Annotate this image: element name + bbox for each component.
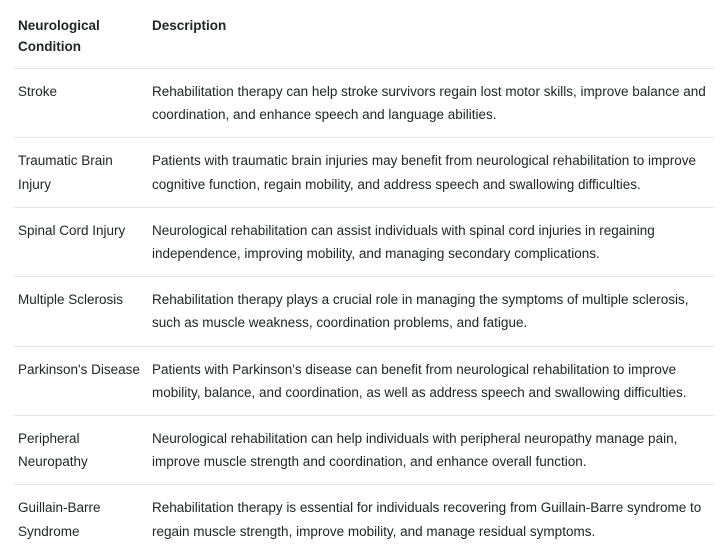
table-row xyxy=(14,68,714,137)
cell-description: Rehabilitation therapy can help stroke survivors regain lost motor skills, improve balance and coordination, and enhance speech and language abilities. xyxy=(148,68,714,137)
neurological-conditions-table xyxy=(14,10,714,554)
table-row xyxy=(14,277,714,346)
cell-condition: Guillain-Barre Syndrome xyxy=(14,485,148,554)
column-header-condition: Neurological Condition xyxy=(18,18,100,54)
table-row xyxy=(14,416,714,485)
cell-condition: Parkinson's Disease xyxy=(14,346,148,415)
cell-condition: Stroke xyxy=(14,68,148,137)
table-row xyxy=(14,346,714,415)
cell-description: Patients with Parkinson's disease can benefit from neurological rehabilitation to improve mobility, balance, and coordination, as well as address speech and swallowing difficulties. xyxy=(148,346,714,415)
cell-description: Rehabilitation therapy is essential for individuals recovering from Guillain-Barre syndrome to regain muscle strength, improve mobility, and manage residual symptoms. xyxy=(148,485,714,554)
cell-condition: Multiple Sclerosis xyxy=(14,277,148,346)
cell-description: Neurological rehabilitation can help individuals with peripheral neuropathy manage pain, improve muscle strength and coordination, and enhance overall function. xyxy=(148,416,714,485)
cell-condition: Traumatic Brain Injury xyxy=(14,138,148,207)
table-row xyxy=(14,207,714,276)
cell-condition: Peripheral Neuropathy xyxy=(14,416,148,485)
table-row xyxy=(14,138,714,207)
table-header xyxy=(14,10,714,68)
column-header-description: Description xyxy=(152,18,227,33)
cell-description: Rehabilitation therapy plays a crucial role in managing the symptoms of multiple sclerosis, such as muscle weakness, coordination problems, and fatigue. xyxy=(148,277,714,346)
cell-condition: Spinal Cord Injury xyxy=(14,207,148,276)
table-header-row xyxy=(14,10,714,68)
cell-description: Patients with traumatic brain injuries may benefit from neurological rehabilitation to improve cognitive function, regain mobility, and address speech and swallowing difficulties. xyxy=(148,138,714,207)
cell-description: Neurological rehabilitation can assist individuals with spinal cord injuries in regaining independence, improving mobility, and managing secondary complications. xyxy=(148,207,714,276)
table-row xyxy=(14,485,714,554)
table-body xyxy=(14,68,714,554)
